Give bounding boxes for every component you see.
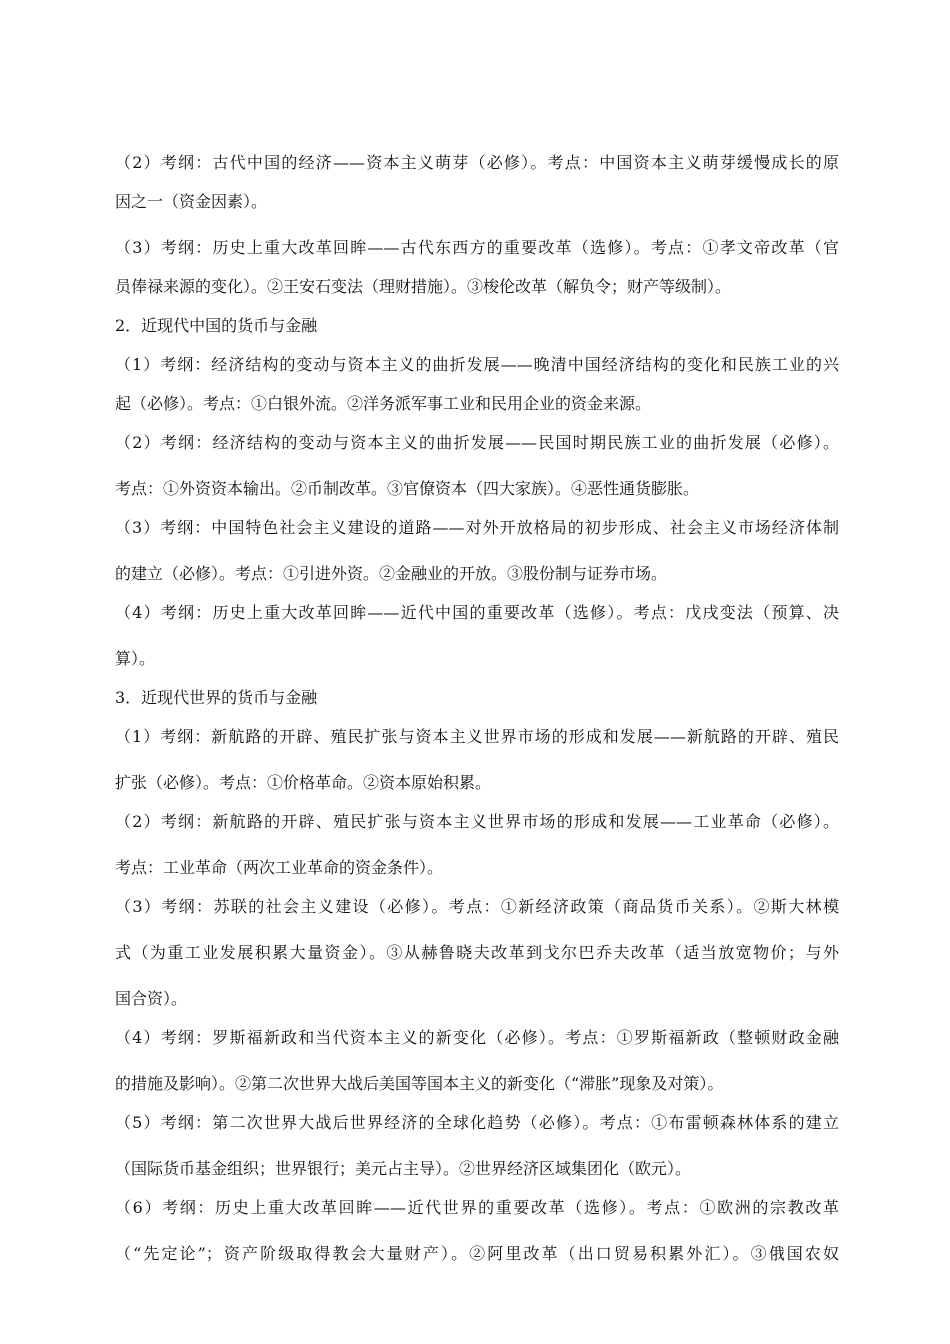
text-line: 的措施及影响）。②第二次世界大战后美国等国本主义的新变化（“滞胀”现象及对策）。 [115, 1074, 724, 1093]
text-line: （4）考纲：罗斯福新政和当代资本主义的新变化（必修）。考点：①罗斯福新政（整顿财政金融 [115, 1028, 839, 1047]
text-line: 式（为重工业发展积累大量资金）。③从赫鲁晓夫改革到戈尔巴乔夫改革（适当放宽物价；与外 [115, 943, 839, 962]
text-line: 算）。 [115, 649, 156, 668]
text-line: （5）考纲：第二次世界大战后世界经济的全球化趋势（必修）。考点：①布雷顿森林体系的建立 [115, 1113, 839, 1132]
text-line: （国际货币基金组织；世界银行；美元占主导）。②世界经济区域集团化（欧元）。 [115, 1159, 692, 1178]
text-line: （4）考纲：历史上重大改革回眸——近代中国的重要改革（选修）。考点：戊戌变法（预算、决 [115, 603, 839, 622]
text-line: （2）考纲：古代中国的经济——资本主义萌芽（必修）。考点：中国资本主义萌芽缓慢成长的原 [115, 153, 839, 172]
text-line: （“先定论”；资产阶级取得教会大量财产）。②阿里改革（出口贸易积累外汇）。③俄国农奴 [115, 1244, 839, 1263]
text-line: 扩张（必修）。考点：①价格革命。②资本原始积累。 [115, 773, 492, 792]
text-line: 考点：①外资资本输出。②币制改革。③官僚资本（四大家族）。④恶性通货膨胀。 [115, 479, 700, 498]
text-line: （1）考纲：经济结构的变动与资本主义的曲折发展——晚清中国经济结构的变化和民族工业的兴 [115, 355, 839, 374]
text-line: 员俸禄来源的变化）。②王安石变法（理财措施）。③梭伦改革（解负令；财产等级制）。 [115, 277, 732, 296]
section-heading: 2．近现代中国的货币与金融 [115, 316, 318, 335]
text-line: （6）考纲：历史上重大改革回眸——近代世界的重要改革（选修）。考点：①欧洲的宗教改革 [115, 1198, 839, 1217]
text-line: 国合资）。 [115, 989, 188, 1008]
text-line: 起（必修）。考点：①白银外流。②洋务派军事工业和民用企业的资金来源。 [115, 394, 652, 413]
text-line: 因之一（资金因素）。 [115, 192, 268, 211]
text-line: 的建立（必修）。考点：①引进外资。②金融业的开放。③股份制与证券市场。 [115, 564, 668, 583]
text-line: （3）考纲：苏联的社会主义建设（必修）。考点：①新经济政策（商品货币关系）。②斯大林模 [115, 897, 839, 916]
text-line: （2）考纲：经济结构的变动与资本主义的曲折发展——民国时期民族工业的曲折发展（必修）。 [115, 433, 839, 452]
text-line: （3）考纲：历史上重大改革回眸——古代东西方的重要改革（选修）。考点：①孝文帝改革（官 [115, 238, 839, 257]
text-line: 考点：工业革命（两次工业革命的资金条件）。 [115, 858, 444, 877]
section-heading: 3．近现代世界的货币与金融 [115, 688, 318, 707]
text-line: （2）考纲：新航路的开辟、殖民扩张与资本主义世界市场的形成和发展——工业革命（必修）。 [115, 812, 839, 831]
text-line: （3）考纲：中国特色社会主义建设的道路——对外开放格局的初步形成、社会主义市场经济体制 [115, 518, 839, 537]
text-line: （1）考纲：新航路的开辟、殖民扩张与资本主义世界市场的形成和发展——新航路的开辟、殖民 [115, 727, 839, 746]
document-body [115, 148, 839, 1269]
